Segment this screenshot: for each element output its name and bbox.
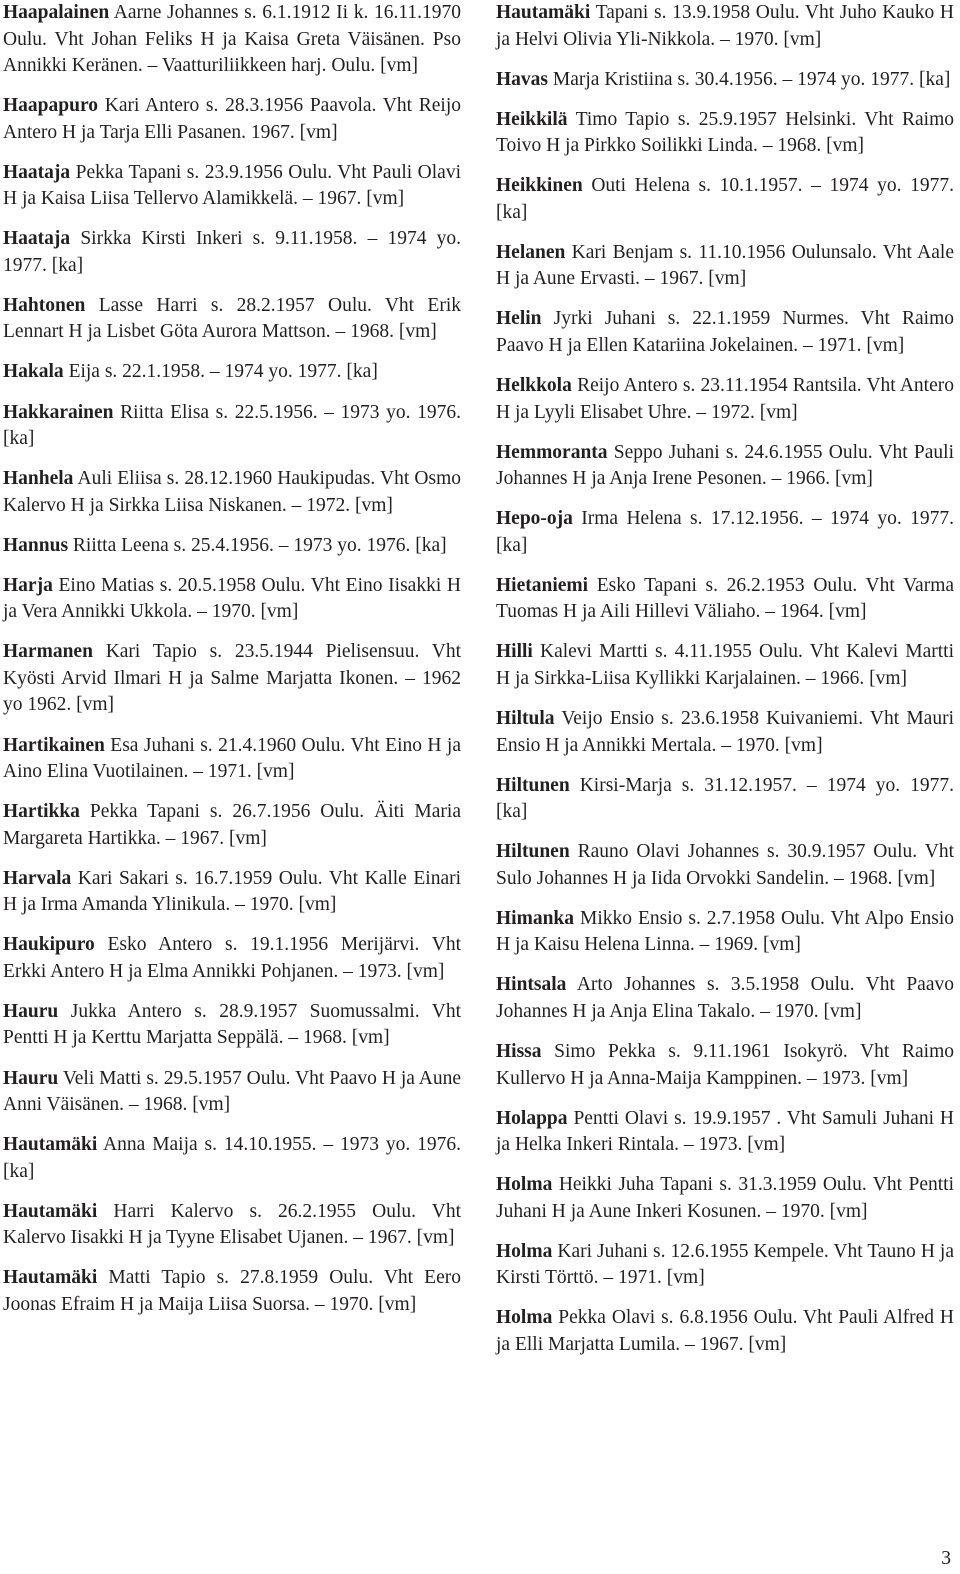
register-entry <box>496 972 954 1025</box>
register-entry <box>496 706 954 759</box>
register-entry <box>496 1239 954 1292</box>
register-entry <box>3 359 461 386</box>
register-entry <box>3 639 461 719</box>
entry-details: Marja Kristiina s. 30.4.1956. – 1974 yo. 1977. [ka] <box>552 68 951 90</box>
entry-surname: Hautamäki <box>496 2 591 23</box>
entry-details: Eija s. 22.1.1958. – 1974 yo. 1977. [ka] <box>68 361 378 383</box>
entry-details: Jukka Antero s. 28.9.1957 Suomussalmi. Vht Pentti H ja Kerttu Marjatta Seppälä. – 1968. [vm] <box>3 1000 462 1049</box>
register-entry <box>3 1199 461 1252</box>
register-entry <box>3 1066 461 1119</box>
right-column <box>496 0 954 1372</box>
entry-surname: Hauru <box>3 1000 59 1022</box>
entry-surname: Hiltunen <box>496 774 570 796</box>
entry-details: Kari Sakari s. 16.7.1959 Oulu. Vht Kalle Einari H ja Irma Amanda Ylinikula. – 1970. [vm] <box>3 867 462 916</box>
entry-surname: Hakala <box>3 361 64 383</box>
entry-surname: Hiltunen <box>496 841 570 863</box>
register-entry <box>496 1305 954 1358</box>
entry-surname: Hintsala <box>496 974 567 996</box>
entry-details: Anna Maija s. 14.10.1955. – 1973 yo. 1976. [ka] <box>3 1134 461 1182</box>
entry-surname: Heikkilä <box>496 108 568 130</box>
register-entry <box>496 639 954 692</box>
register-entry <box>3 0 461 80</box>
register-entry <box>3 226 461 279</box>
register-entry <box>496 906 954 959</box>
register-entry <box>496 306 954 359</box>
entry-surname: Haataja <box>3 228 71 250</box>
entry-details: Veijo Ensio s. 23.6.1958 Kuivaniemi. Vht Mauri Ensio H ja Annikki Mertala. – 1970. [vm] <box>496 708 954 756</box>
register-entry <box>3 1132 461 1185</box>
entry-surname: Holma <box>496 1307 553 1329</box>
entry-surname: Helanen <box>496 241 566 263</box>
register-entry <box>496 839 954 892</box>
register-entry <box>3 533 461 560</box>
entry-details: Esa Juhani s. 21.4.1960 Oulu. Vht Eino H ja Aino Elina Vuotilainen. – 1971. [vm] <box>3 734 461 783</box>
entry-details: Kari Juhani s. 12.6.1955 Kempele. Vht Tauno H ja Kirsti Törttö. – 1971. [vm] <box>496 1240 955 1289</box>
entry-details: Kari Benjam s. 11.10.1956 Oulunsalo. Vht Aale H ja Aune Ervasti. – 1967. [vm] <box>496 241 954 290</box>
register-entry <box>3 866 461 919</box>
register-entry <box>496 373 954 426</box>
entry-surname: Hilli <box>496 641 533 663</box>
register-entry <box>496 773 954 826</box>
register-entry <box>496 67 954 94</box>
register-entry <box>3 160 461 213</box>
entry-surname: Harmanen <box>3 641 93 663</box>
left-column <box>3 0 461 1332</box>
entry-surname: Holappa <box>496 1107 568 1129</box>
entry-details: Lasse Harri s. 28.2.1957 Oulu. Vht Erik Lennart H ja Lisbet Göta Aurora Mattson. – 1968. [vm] <box>3 294 461 343</box>
entry-details: Pekka Olavi s. 6.8.1956 Oulu. Vht Pauli Alfred H ja Elli Marjatta Lumila. – 1967. [vm] <box>496 1307 955 1355</box>
entry-details: Esko Tapani s. 26.2.1953 Oulu. Vht Varma Tuomas H ja Aili Hillevi Väliaho. – 1964. [vm] <box>496 574 955 623</box>
entry-details: Eino Matias s. 20.5.1958 Oulu. Vht Eino Iisakki H ja Vera Annikki Ukkola. – 1970. [vm] <box>3 574 461 623</box>
entry-surname: Hissa <box>496 1041 542 1062</box>
document-page <box>3 0 957 1574</box>
entry-details: Simo Pekka s. 9.11.1961 Isokyrö. Vht Raimo Kullervo H ja Anna-Maija Kamppinen. – 1973. [vm] <box>496 1041 955 1089</box>
entry-details: Kari Antero s. 28.3.1956 Paavola. Vht Reijo Antero H ja Tarja Elli Pasanen. 1967. [vm] <box>3 95 462 143</box>
register-entry <box>3 293 461 346</box>
entry-details: Kirsi-Marja s. 31.12.1957. – 1974 yo. 1977. [ka] <box>496 774 954 823</box>
entry-details: Outi Helena s. 10.1.1957. – 1974 yo. 1977. [ka] <box>496 175 954 223</box>
entry-details: Matti Tapio s. 27.8.1959 Oulu. Vht Eero Joonas Efraim H ja Maija Liisa Suorsa. – 1970. [vm] <box>3 1267 461 1315</box>
entry-details: Timo Tapio s. 25.9.1957 Helsinki. Vht Raimo Toivo H ja Pirkko Soilikki Linda. – 1968. [vm] <box>496 108 954 157</box>
entry-surname: Havas <box>496 68 549 90</box>
register-entry <box>496 1106 954 1159</box>
register-entry <box>3 799 461 852</box>
entry-details: Esko Antero s. 19.1.1956 Merijärvi. Vht Erkki Antero H ja Elma Annikki Pohjanen. – 1973. [vm] <box>3 934 462 982</box>
register-entry <box>496 440 954 493</box>
entry-details: Mikko Ensio s. 2.7.1958 Oulu. Vht Alpo Ensio H ja Kaisu Helena Linna. – 1969. [vm] <box>496 907 954 956</box>
register-entry <box>496 573 954 626</box>
entry-surname: Hanhela <box>3 468 74 490</box>
entry-surname: Haapalainen <box>3 2 110 23</box>
entry-surname: Hautamäki <box>3 1200 98 1222</box>
entry-details: Rauno Olavi Johannes s. 30.9.1957 Oulu. Vht Sulo Johannes H ja Iida Orvokki Sandelin. – 1968. [vm] <box>496 841 954 889</box>
entry-details: Kalevi Martti s. 4.11.1955 Oulu. Vht Kalevi Martti H ja Sirkka-Liisa Kyllikki Karjalainen. – 1966. [vm] <box>496 641 955 689</box>
entry-surname: Himanka <box>496 907 575 929</box>
entry-details: Riitta Elisa s. 22.5.1956. – 1973 yo. 1976. [ka] <box>3 401 461 450</box>
entry-details: Kari Tapio s. 23.5.1944 Pielisensuu. Vht Kyösti Arvid Ilmari H ja Salme Marjatta Ikonen. – 1962 yo 1962. [vm] <box>3 641 461 716</box>
register-entry <box>3 466 461 519</box>
entry-surname: Hautamäki <box>3 1267 98 1289</box>
register-entry <box>3 93 461 146</box>
register-entry <box>3 999 461 1052</box>
entry-surname: Hietaniemi <box>496 574 589 596</box>
entry-details: Auli Eliisa s. 28.12.1960 Haukipudas. Vht Osmo Kalervo H ja Sirkka Liisa Niskanen. – 1972. [vm] <box>3 468 461 516</box>
entry-details: Jyrki Juhani s. 22.1.1959 Nurmes. Vht Raimo Paavo H ja Ellen Katariina Jokelainen. – 1971. [vm] <box>496 308 955 356</box>
entry-surname: Holma <box>496 1240 553 1262</box>
register-entry <box>3 733 461 786</box>
entry-surname: Hautamäki <box>3 1134 98 1156</box>
entry-surname: Hartikka <box>3 801 80 823</box>
entry-surname: Helkkola <box>496 375 572 397</box>
entry-surname: Hauru <box>3 1067 59 1089</box>
register-entry <box>3 1265 461 1318</box>
register-entry <box>3 932 461 985</box>
page-number: 3 <box>941 1548 951 1569</box>
register-entry <box>3 573 461 626</box>
entry-details: Pekka Tapani s. 26.7.1956 Oulu. Äiti Maria Margareta Hartikka. – 1967. [vm] <box>3 801 461 849</box>
register-entry <box>496 506 954 559</box>
entry-details: Arto Johannes s. 3.5.1958 Oulu. Vht Paavo Johannes H ja Anja Elina Takalo. – 1970. [vm] <box>496 974 954 1022</box>
entry-details: Riitta Leena s. 25.4.1956. – 1973 yo. 1976. [ka] <box>72 534 447 556</box>
entry-surname: Hakkarainen <box>3 401 114 423</box>
entry-surname: Hepo-oja <box>496 508 573 530</box>
entry-surname: Hiltula <box>496 708 555 730</box>
entry-surname: Haapapuro <box>3 95 99 117</box>
entry-surname: Haataja <box>3 161 71 183</box>
entry-surname: Harvala <box>3 867 72 889</box>
entry-surname: Hannus <box>3 534 69 556</box>
entry-surname: Heikkinen <box>496 175 583 197</box>
entry-surname: Helin <box>496 308 542 330</box>
register-entry <box>3 400 461 453</box>
entry-details: Sirkka Kirsti Inkeri s. 9.11.1958. – 1974 yo. 1977. [ka] <box>3 228 461 276</box>
entry-details: Harri Kalervo s. 26.2.1955 Oulu. Vht Kalervo Iisakki H ja Tyyne Elisabet Ujanen. – 1967. [vm] <box>3 1200 461 1249</box>
entry-surname: Hemmoranta <box>496 441 608 463</box>
register-entry <box>496 0 954 53</box>
entry-details: Pentti Olavi s. 19.9.1957 . Vht Samuli Juhani H ja Helka Inkeri Rintala. – 1973. [vm] <box>496 1107 954 1156</box>
entry-details: Irma Helena s. 17.12.1956. – 1974 yo. 1977. [ka] <box>496 508 954 556</box>
register-entry <box>496 173 954 226</box>
entry-surname: Holma <box>496 1174 553 1196</box>
entry-details: Reijo Antero s. 23.11.1954 Rantsila. Vht Antero H ja Lyyli Elisabet Uhre. – 1972. [vm] <box>496 375 954 423</box>
entry-details: Heikki Juha Tapani s. 31.3.1959 Oulu. Vht Pentti Juhani H ja Aune Inkeri Kosunen. – 1970. [vm] <box>496 1174 955 1222</box>
register-entry <box>496 107 954 160</box>
entry-details: Tapani s. 13.9.1958 Oulu. Vht Juho Kauko H ja Helvi Olivia Yli-Nikkola. – 1970. [vm] <box>496 2 954 50</box>
entry-surname: Haukipuro <box>3 934 95 956</box>
register-entry <box>496 1039 954 1092</box>
entry-surname: Hartikainen <box>3 734 105 756</box>
register-entry <box>496 240 954 293</box>
entry-details: Aarne Johannes s. 6.1.1912 Ii k. 16.11.1970 Oulu. Vht Johan Feliks H ja Kaisa Greta Väisänen. Pso Annikki Keränen. – Vaatturiliikkeen harj. Oulu. [vm] <box>3 2 461 76</box>
entry-surname: Hahtonen <box>3 294 86 316</box>
entry-details: Pekka Tapani s. 23.9.1956 Oulu. Vht Pauli Olavi H ja Kaisa Liisa Tellervo Alamikkelä. – 1967. [vm] <box>3 161 461 210</box>
entry-surname: Harja <box>3 574 53 596</box>
entry-details: Veli Matti s. 29.5.1957 Oulu. Vht Paavo H ja Aune Anni Väisänen. – 1968. [vm] <box>3 1067 461 1115</box>
entry-details: Seppo Juhani s. 24.6.1955 Oulu. Vht Pauli Johannes H ja Anja Irene Pesonen. – 1966. [vm] <box>496 441 955 490</box>
register-entry <box>496 1172 954 1225</box>
